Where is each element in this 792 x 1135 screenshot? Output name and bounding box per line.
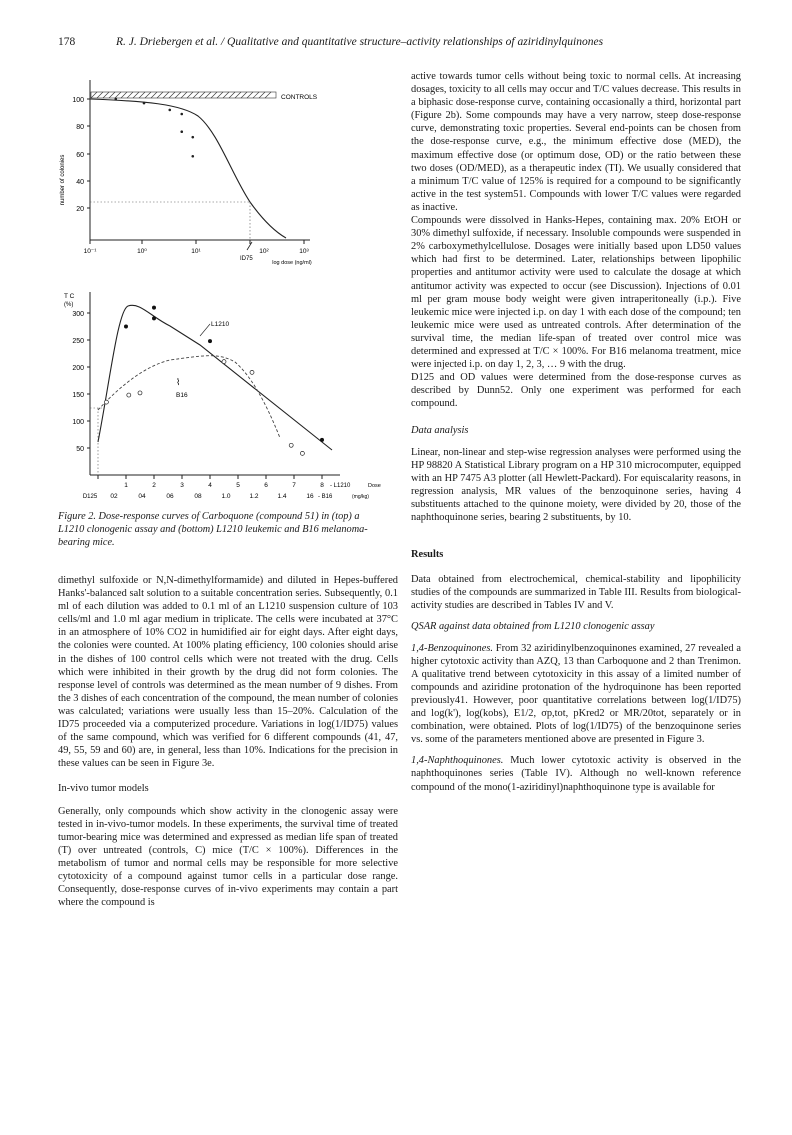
top-xtick-label: 10¹ (191, 248, 201, 255)
bottom-x-ticks (98, 475, 324, 500)
right-paragraph-5: Data obtained from electrochemical, chemical-stability and lipophilicity studies of the compounds are summarized in Table III. Results from biological-activity studies are described in Tables IV and V. (411, 574, 741, 612)
paragraph-lead-benzoquinones: 1,4-Benzoquinones. (411, 642, 493, 654)
bottom-xtick-top: 6 (264, 482, 268, 489)
top-xtick-label: 10² (259, 248, 269, 255)
top-ytick-label: 40 (76, 179, 84, 186)
figure-2 (50, 70, 390, 510)
b16-curve-label: B16 (176, 392, 188, 399)
top-xtick-label: 10³ (299, 248, 309, 255)
left-column (58, 574, 398, 909)
section-heading-data-analysis: Data analysis (411, 425, 469, 437)
b16-data-point (300, 451, 304, 455)
figure-caption: Figure 2. Dose-response curves of Carboquone (compound 51) in (top) a L1210 clonogenic assay and (bottom) L1210 leukemic and B16 melanoma-bearing mice. (58, 511, 368, 548)
bottom-xtick-bottom: 06 (166, 493, 174, 500)
l1210-data-point (124, 325, 128, 329)
bottom-xtick-bottom: 02 (110, 493, 118, 500)
top-data-point (143, 102, 146, 105)
top-data-point (191, 136, 194, 139)
top-ytick-label: 20 (76, 206, 84, 213)
bottom-ylabel: T C (64, 293, 75, 300)
top-data-points (114, 98, 194, 158)
top-ytick-label: 60 (76, 152, 84, 159)
bottom-xtick-top: 8 (320, 482, 324, 489)
bottom-xtick-bottom: 1.4 (277, 493, 287, 500)
paragraph-body-benzoquinones: From 32 aziridinylbenzoquinones examined, 27 revealed a higher cytotoxic activity than AZQ, 13 than Carboquone and 2 than Trenimon. A qualitative trend between cytotoxicity in this assay of a limited number of compounds and aziridine protonation of the hydroquinone has been reported previously41. However, poor quantitative correlations between log(1/ID75) and log(k'), log(kobs), E1/2, σp,tot, pKred2 or MR/20tot, separately or in combination, were obtained. Plots of log(1/ID75) of the benzoquinone series vs. some of the parameters mentioned above are presented in Figure 3. (411, 642, 741, 746)
right-paragraph-3: D125 and OD values were determined from the dose-response curves as described by Dunn52. Only one experiment was performed for each compound. (411, 372, 741, 410)
b16-data-point (289, 443, 293, 447)
top-ylabel: number of colonies (60, 154, 66, 206)
right-paragraph-1: active towards tumor cells without being toxic to normal cells. At increasing dosages, toxicity to all cells may occur and T/C values decrease. This results in a biphasic dose-response curve, containing occasionally a third, horizontal part (Figure 2b). Some compounds may have a very narrow, steep dose-response curve, demonstrating toxic properties. Several end-points can be chosen from the dose-response curve, e.g., the minimum effective dose (MED), the maximum effective dose (or optimum dose, OD) or the ratio between these two doses (OD/MED), as a therapeutic index (TI). We usually considered that a minimum T/C value of 125% is required for a compound to be significantly active in the test system51. Compounds with lower T/C values were regarded as inactive. (411, 71, 741, 213)
top-ytick-label: 80 (76, 124, 84, 131)
l1210-data-point (152, 316, 156, 320)
bottom-xtick-bottom: 08 (194, 493, 202, 500)
bottom-xtick-bottom: 04 (138, 493, 146, 500)
top-ytick-label: 100 (72, 97, 84, 104)
section-heading-invivo: In-vivo tumor models (58, 783, 149, 795)
paragraph-lead-naphthoquinones: 1,4-Naphthoquinones. (411, 755, 504, 767)
top-panel (60, 80, 318, 266)
top-data-point (180, 113, 183, 116)
bottom-ylabel-unit: (%) (64, 302, 74, 308)
l1210-dose-label: - L1210 (330, 483, 351, 489)
top-data-point (191, 155, 194, 158)
bottom-ytick-label: 100 (72, 419, 84, 426)
top-data-point (168, 109, 171, 112)
left-paragraph-2: Generally, only compounds which show activity in the clonogenic assay were tested in in-vivo-tumor models. In these experiments, the survival time of treated tumor-bearing mice was determined and expressed as median life span of treated (T) over untreated (controls, C) mice (T/C × 100%). Differences in the metabolism of tumor and normal cells may be responsible for more selective cytotoxicity of a compound against tumor cells in a particular dose range. Consequently, dose-response curves of in-vivo experiments may contain a part where the compound is (58, 805, 398, 909)
section-heading-qsar: QSAR against data obtained from L1210 clonogenic assay (411, 621, 655, 633)
top-response-curve (90, 99, 286, 238)
right-column (411, 70, 741, 794)
top-y-ticks (72, 97, 90, 213)
bottom-data-points (104, 306, 324, 456)
bottom-xtick-bottom: 1.2 (249, 493, 259, 500)
paragraph-body-naphthoquinones: Much lower cytotoxic activity is observed in the naphthoquinones series (Table IV). Although no well-known reference compound of the mono(1-aziridinyl)naphthoquinone type is available for (411, 755, 741, 793)
bottom-xtick-top: 2 (152, 482, 156, 489)
top-xtick-label: 10⁻¹ (83, 248, 97, 255)
top-data-point (114, 98, 117, 101)
top-data-point (180, 130, 183, 133)
l1210-curve-label: L1210 (211, 321, 230, 328)
bottom-xtick-bottom: 1.0 (221, 493, 231, 500)
bottom-xtick-top: 3 (180, 482, 184, 489)
dose-word: Dose (368, 483, 381, 489)
dose-unit: (mg/kg) (352, 494, 369, 500)
bottom-xtick-top: 4 (208, 482, 212, 489)
bottom-xtick-top: 7 (292, 482, 296, 489)
b16-data-point (127, 393, 131, 397)
bottom-xtick-top: 1 (124, 482, 128, 489)
b16-dose-label: - B16 (318, 494, 333, 500)
right-paragraph-7 (411, 754, 741, 793)
section-heading-results: Results (411, 549, 444, 561)
b16-data-point (222, 360, 226, 364)
d125-label: D125 (82, 494, 98, 500)
bottom-ytick-label: 50 (76, 446, 84, 453)
b16-label-pointer: ⌇ (176, 377, 181, 387)
right-paragraph-6 (411, 642, 741, 747)
bottom-ytick-label: 200 (72, 365, 84, 372)
controls-label: CONTROLS (281, 94, 318, 101)
bottom-xtick-top: 5 (236, 482, 240, 489)
bottom-ytick-label: 150 (72, 392, 84, 399)
right-paragraph-2: Compounds were dissolved in Hanks-Hepes, containing max. 20% EtOH or 30% dimethyl sulfoxide, if necessary. Insoluble compounds were suspended in 2% carboxymethylcellulose. Dosages were initially based upon LD50 values which had first to be determined. Later, relationships between lipophilic properties and antitumor activity were used to calculate the dosage at which antitumor activity was expected to occur (see Discussion). Injections of 0.01 ml per gram mouse body weight were given intraperitoneally (i.p.). Five leukemic mice were injected i.p. on day 1 with each dose of the compound; ten leukemic mice were used as untreated controls. After determination of the survival time, the median life-span of treated over control mice was determined and expressed at T/C × 100%. For B16 melanoma treatment, mice were injected i.p. on day 1, 2, 3, … 9 with the drug. (411, 215, 741, 371)
controls-band (91, 92, 318, 101)
l1210-data-point (320, 438, 324, 442)
b16-curve (98, 356, 280, 438)
bottom-ytick-label: 300 (72, 311, 84, 318)
l1210-label-pointer (200, 324, 210, 336)
bottom-panel (64, 292, 381, 500)
top-xtick-label: 10⁰ (137, 248, 147, 255)
l1210-data-point (208, 339, 212, 343)
b16-data-point (104, 400, 108, 404)
right-paragraph-4: Linear, non-linear and step-wise regression analyses were performed using the HP 98820 A Statistical Library program on a HP 310 microcomputer, equipped with an HP 7475 A3 plotter (all Hewlett-Packard). For equiscalarity reasons, in regression analysis, MR values of the benzoquinone series, having 4 substituents attached to the quinone moiety, were divided by 20, those of the naphthoquinone series, bearing 2 substituents, by 10. (411, 446, 741, 523)
left-paragraph-1: dimethyl sulfoxide or N,N-dimethylformamide) and diluted in Hepes-buffered Hanks'-balanced salt solution to a suitable concentration series. Subsequently, 0.1 ml of each dilution was added to 0.1 ml of an L1210 suspension culture of 103 cells/ml and 1.0 ml agar medium in triplicate. The cells were incubated at 37°C in an atmosphere of 10% CO2 in humidified air for eight days. After eight days, the colonies were counted. At 100% plating efficiency, 100 colonies should arise in the dishes of 100 control cells which were not treated with the drug. Cells which were inhibited in their growth by the drug did not form colonies. The response level of controls was determined as the mean number of 9 dishes. From the 3 dishes of each concentration of the compound, the mean number of colonies was calculated; variations were usually less than 15–20%. Calculation of the ID75 proceeded via a computerized procedure. Variations in log(1/ID75) values of the same compound, which was verified for 6 different compounds (41, 47, 49, 55, 59 and 60) are, in general, less than 10%. Indications for the precision in these values can be seen in Figure 3e. (58, 575, 398, 770)
l1210-data-point (152, 306, 156, 310)
id75-label: ID75 (240, 256, 253, 262)
bottom-xtick-bottom: 16 (306, 493, 314, 500)
running-title: R. J. Driebergen et al. / Qualitative and quantitative structure–activity relationships of aziridinylquinones (116, 36, 604, 48)
bottom-y-ticks (72, 311, 90, 453)
top-x-ticks (84, 240, 310, 255)
top-xlabel: log dose (ng/ml) (272, 260, 312, 266)
bottom-ytick-label: 250 (72, 338, 84, 345)
b16-data-point (138, 391, 142, 395)
b16-data-point (250, 370, 254, 374)
page-number: 178 (58, 36, 76, 48)
